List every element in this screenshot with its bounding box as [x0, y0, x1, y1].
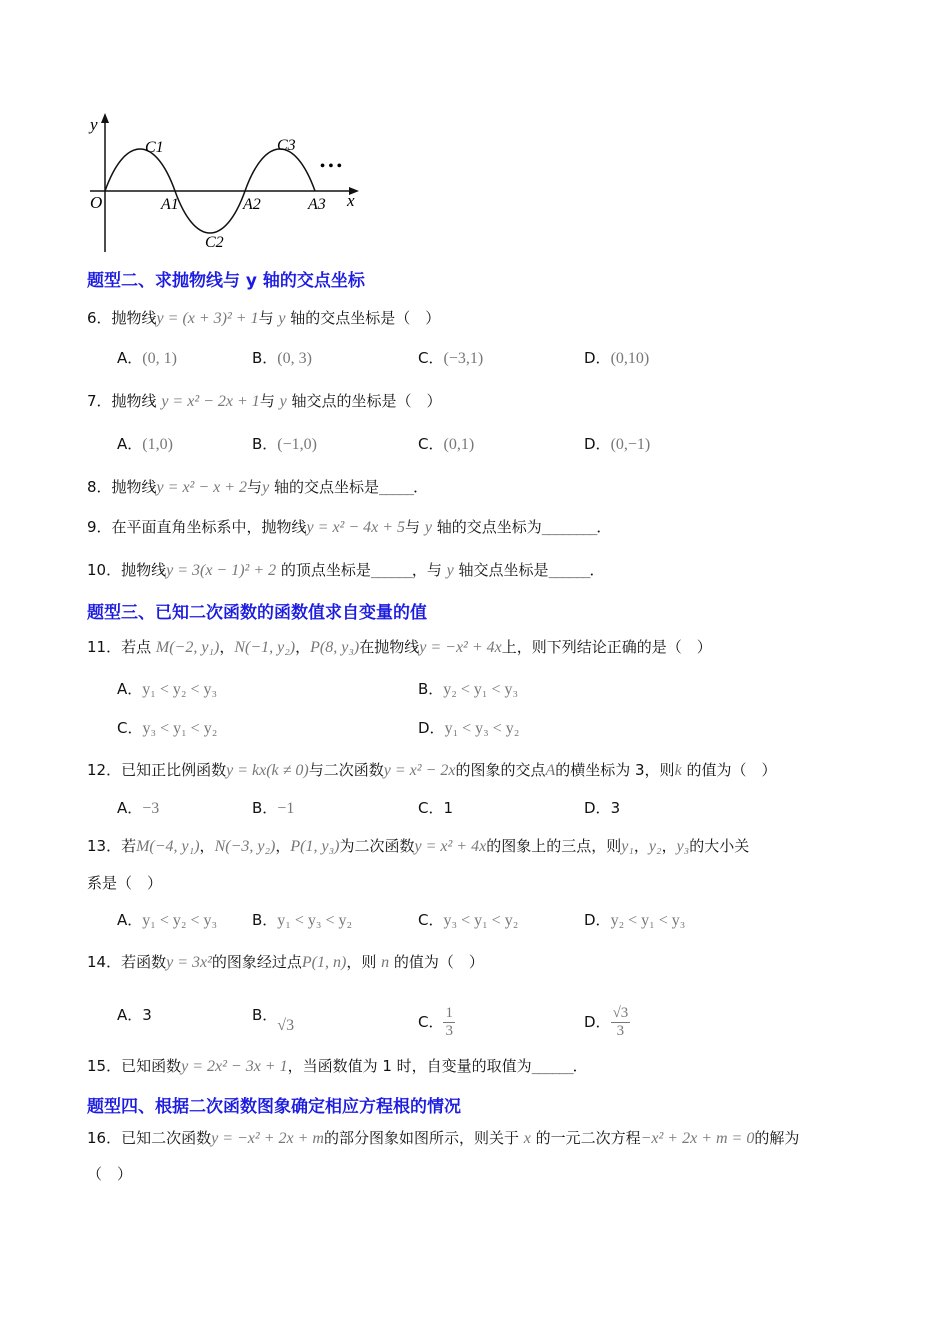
option-label: B．: [252, 799, 278, 817]
option-value: −3: [142, 800, 160, 817]
math-expression: y = x² − x + 2: [156, 479, 248, 496]
option-label: C．: [418, 435, 444, 453]
option-value: y₁ < y₃ < y₂: [277, 912, 353, 929]
option-value: (0,−1): [610, 436, 651, 453]
question-16-cont: [87, 1164, 132, 1184]
math-expression: n: [381, 954, 390, 971]
option-value: (0, 3): [277, 350, 312, 367]
label-a1: A1: [161, 196, 179, 213]
option-d[interactable]: [584, 910, 685, 931]
question-text: 与: [405, 518, 425, 536]
label-a3: A3: [308, 196, 326, 213]
option-b[interactable]: [252, 1005, 295, 1034]
question-text: 10．抛物线: [87, 561, 167, 579]
question-text: 8．抛物线: [87, 478, 157, 496]
math-expression: y₁: [621, 838, 634, 855]
question-text: ，则: [346, 953, 382, 971]
math-expression: M(−4, y₁): [136, 838, 200, 855]
math-expression: y = x² − 4x + 5: [306, 519, 406, 536]
math-expression: y: [262, 479, 270, 496]
question-text: 轴交点坐标是: [453, 561, 549, 579]
option-a[interactable]: [117, 798, 159, 819]
math-expression: y: [424, 519, 432, 536]
option-value: (1,0): [142, 436, 173, 453]
sine-curve-figure: [80, 110, 370, 260]
math-expression: y = x² − 2x: [383, 762, 456, 779]
option-value: (0,1): [443, 436, 475, 453]
question-text: 9．在平面直角坐标系中，抛物线: [87, 518, 307, 536]
option-b[interactable]: [252, 434, 317, 455]
option-label: D．: [584, 911, 611, 929]
math-expression: P(8, y₃): [310, 639, 360, 656]
numerator: √3: [612, 1005, 629, 1021]
math-expression: y = −x² + 2x + m: [211, 1130, 324, 1147]
math-expression: M(−2, y₁): [155, 639, 220, 656]
option-c[interactable]: [418, 434, 474, 455]
option-label: B．: [252, 1006, 278, 1024]
option-label: D．: [584, 1013, 611, 1031]
option-value: (0,10): [610, 350, 650, 367]
option-d[interactable]: [584, 348, 649, 369]
denominator: 3: [616, 1023, 625, 1039]
question-text: ，当函数值为 1 时，自变量的取值为: [287, 1057, 532, 1075]
question-text: 轴交点的坐标是（ ）: [286, 392, 442, 410]
question-text: 6．抛物线: [87, 309, 157, 327]
option-label: A．: [117, 349, 143, 367]
question-text: ．: [572, 1057, 588, 1075]
math-expression: P(1, n): [301, 954, 347, 971]
question-text: 的值为（ ）: [389, 953, 484, 971]
option-value: y₂ < y₁ < y₃: [443, 681, 519, 698]
math-expression: P(1, y₃): [290, 838, 340, 855]
ellipsis: • • •: [320, 159, 342, 174]
math-expression: y₂: [648, 838, 662, 855]
question-text: 与: [259, 392, 280, 410]
option-label: A．: [117, 911, 143, 929]
option-value: √3: [277, 1017, 295, 1034]
label-c2: C2: [205, 234, 224, 251]
option-a[interactable]: [117, 348, 177, 369]
section-heading: 题型三、已知二次函数的函数值求自变量的值: [87, 603, 427, 623]
option-value: (0, 1): [142, 350, 177, 367]
section-heading: 题型二、求抛物线与 y 轴的交点坐标: [87, 271, 365, 291]
question-text: 的图象的交点: [455, 761, 546, 779]
question-text: （ ）: [87, 1165, 133, 1183]
option-label: A．: [117, 435, 143, 453]
y-label: y: [90, 115, 98, 134]
option-a[interactable]: [117, 434, 173, 455]
math-expression: k: [674, 762, 682, 779]
question-text: 16．已知二次函数: [87, 1129, 212, 1147]
question-text: 15．已知函数: [87, 1057, 182, 1075]
y-axis-arrow-icon: [101, 113, 109, 123]
question-text: 的横坐标为 3，则: [555, 761, 675, 779]
label-a2: A2: [243, 196, 261, 213]
label-c1: C1: [145, 139, 164, 156]
math-expression: y = (x + 3)² + 1: [156, 310, 259, 327]
math-expression: N(−1, y₂): [234, 639, 296, 656]
option-value: y₁ < y₂ < y₃: [142, 912, 218, 929]
question-text: 系是（ ）: [87, 874, 163, 892]
question-text: 与: [258, 309, 279, 327]
math-expression: y = 3(x − 1)² + 2: [166, 562, 277, 579]
question-text: 上，则下列结论正确的是（ ）: [501, 638, 712, 656]
option-label: D．: [584, 349, 611, 367]
option-value: (−3,1): [443, 350, 484, 367]
question-text: 轴的交点坐标是: [269, 478, 379, 496]
option-value: y₂ < y₁ < y₃: [610, 912, 686, 929]
option-label: B．: [252, 911, 278, 929]
question-text: ．: [596, 518, 612, 536]
option-label: A．: [117, 680, 143, 698]
option-value: 1: [443, 799, 454, 817]
option-label: B．: [252, 435, 278, 453]
option-b[interactable]: [252, 348, 312, 369]
math-expression: y = x² + 4x: [414, 838, 487, 855]
question-text: ，: [275, 837, 291, 855]
label-c3: C3: [277, 137, 296, 154]
option-label: B．: [252, 349, 278, 367]
option-value: y₁ < y₂ < y₃: [142, 681, 218, 698]
origin-label: O: [90, 193, 103, 212]
question-6: [87, 308, 440, 329]
option-b[interactable]: [418, 679, 518, 700]
question-text: 的解为: [754, 1129, 800, 1147]
question-13-cont: [87, 873, 162, 893]
question-text: ，: [219, 638, 235, 656]
question-text: 的大小关: [689, 837, 750, 855]
option-label: B．: [418, 680, 444, 698]
math-expression: A: [545, 762, 556, 779]
question-text: 轴的交点坐标为: [431, 518, 542, 536]
x-label: x: [347, 191, 355, 210]
math-expression: y: [278, 310, 286, 327]
math-expression: y: [279, 393, 287, 410]
option-d[interactable]: [584, 434, 650, 455]
math-expression: −x² + 2x + m = 0: [640, 1130, 755, 1147]
math-expression: N(−3, y₂): [214, 838, 276, 855]
math-expression: y = 3x²: [166, 954, 212, 971]
question-text: 的图象经过点: [211, 953, 302, 971]
question-text: 与: [247, 478, 263, 496]
question-text: 轴的交点坐标是（ ）: [285, 309, 441, 327]
option-d[interactable]: [418, 718, 519, 739]
option-label: D．: [418, 719, 445, 737]
fraction: [611, 1005, 631, 1040]
answer-blank[interactable]: _____: [378, 481, 414, 496]
question-text: 的部分图象如图所示，则关于: [323, 1129, 524, 1147]
option-label: D．: [584, 799, 611, 817]
option-label: C．: [418, 1013, 444, 1031]
question-text: 7．抛物线: [87, 392, 162, 410]
question-13: [87, 836, 749, 857]
question-text: 与二次函数: [308, 761, 384, 779]
option-value: y₃ < y₁ < y₂: [443, 912, 519, 929]
question-10: [87, 560, 605, 582]
option-label: D．: [584, 435, 611, 453]
question-12: [87, 760, 776, 781]
option-value: 3: [610, 799, 621, 817]
question-text: ．: [413, 478, 429, 496]
option-value: 3: [142, 1006, 152, 1024]
option-label: C．: [418, 349, 444, 367]
question-text: 的顶点坐标是: [276, 561, 371, 579]
question-text: 14．若函数: [87, 953, 167, 971]
option-c[interactable]: [418, 1005, 455, 1040]
option-d[interactable]: [584, 1005, 630, 1040]
question-text: ，: [633, 837, 649, 855]
question-8: [87, 477, 428, 499]
option-c[interactable]: [418, 348, 483, 369]
math-expression: y = 2x² − 3x + 1: [181, 1058, 288, 1075]
option-d[interactable]: [584, 798, 620, 818]
section-heading: 题型四、根据二次函数图象确定相应方程根的情况: [87, 1097, 461, 1117]
question-text: 为二次函数: [339, 837, 415, 855]
math-expression: y = x² − 2x + 1: [161, 393, 260, 410]
question-text: 的值为（ ）: [681, 761, 777, 779]
question-text: 12．已知正比例函数: [87, 761, 227, 779]
question-11: [87, 637, 712, 658]
math-expression: y₃: [676, 838, 690, 855]
option-label: C．: [418, 911, 444, 929]
question-text: 11．若点: [87, 638, 156, 656]
option-label: C．: [418, 799, 444, 817]
option-value: y₃ < y₁ < y₂: [142, 720, 218, 737]
answer-blank[interactable]: ______: [370, 564, 412, 579]
question-text: ，: [295, 638, 311, 656]
option-c[interactable]: [117, 718, 217, 739]
question-text: 13．若: [87, 837, 137, 855]
option-label: A．: [117, 1006, 143, 1024]
option-a[interactable]: [117, 679, 217, 700]
question-text: 的图象上的三点，则: [486, 837, 622, 855]
option-label: C．: [117, 719, 143, 737]
question-text: ，: [199, 837, 215, 855]
option-value: y₁ < y₃ < y₂: [444, 720, 520, 737]
question-text: ．: [589, 561, 605, 579]
math-expression: x: [523, 1130, 531, 1147]
math-expression: y = −x² + 4x: [419, 639, 502, 656]
question-7: [87, 391, 441, 412]
answer-blank[interactable]: ______: [548, 564, 590, 579]
question-15: [87, 1056, 588, 1078]
option-value: −1: [277, 800, 295, 817]
answer-blank[interactable]: ________: [541, 521, 597, 536]
fraction: [443, 1005, 455, 1040]
question-text: ，与: [411, 561, 447, 579]
answer-blank[interactable]: ______: [531, 1060, 573, 1075]
option-c[interactable]: [418, 798, 453, 818]
question-text: ，: [661, 837, 677, 855]
option-b[interactable]: [252, 798, 294, 819]
option-label: A．: [117, 799, 143, 817]
option-a[interactable]: [117, 910, 217, 931]
math-expression: y: [446, 562, 454, 579]
denominator: 3: [445, 1023, 453, 1039]
math-expression: y = kx(k ≠ 0): [226, 762, 309, 779]
option-value: (−1,0): [277, 436, 317, 453]
question-16: [87, 1128, 799, 1149]
option-a[interactable]: [117, 1005, 152, 1025]
numerator: 1: [445, 1005, 453, 1021]
option-c[interactable]: [418, 910, 518, 931]
option-b[interactable]: [252, 910, 352, 931]
question-text: 在抛物线: [359, 638, 420, 656]
question-14: [87, 952, 484, 973]
question-9: [87, 517, 611, 539]
question-text: 的一元二次方程: [530, 1129, 641, 1147]
